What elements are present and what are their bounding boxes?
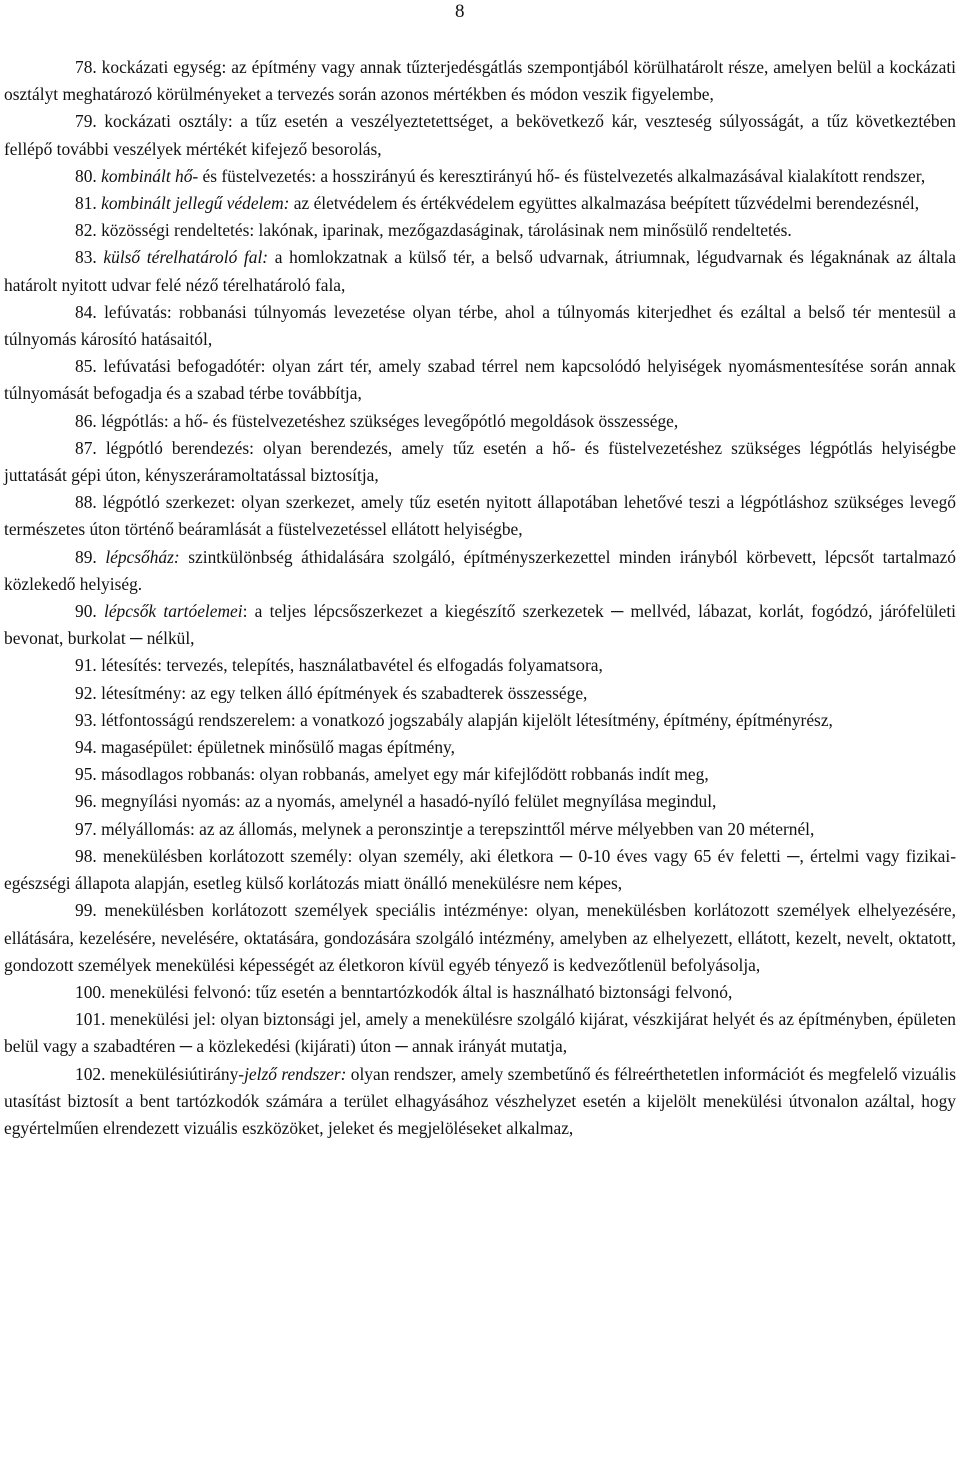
entry-definition: olyan rendszer, amely szembetűnő és félreérthetetlen információt és megfelelő vizuális utasítást biztosít a bent tartózkodók számára a terület elhagyásához vészhelyzet esetén a kijelölt menekülési útvonalon azáltal, hogy egyértelműen elrendezett vizuális eszközöket, jeleket és megjelöléseket alkalmaz,: [4, 1063, 956, 1138]
entry-definition: : a tűz esetén a veszélyeztetettséget, a bekövetkező kár, veszteség súlyosságát, a tűz következtében fellépő további veszélyek mértékét kifejező besorolás,: [4, 111, 956, 159]
entry-term: létesítmény: [101, 682, 182, 703]
entry-definition: és füstelvezetés: a hosszirányú és keresztirányú hő- és füstelvezetés alkalmazásával kialakított rendszer,: [198, 165, 926, 186]
definition-entry: [4, 489, 956, 543]
entry-definition: : olyan berendezés, amely tűz esetén a hő- és füstelvezetéshez szükséges légpótlás helyiségbe juttatását gépi úton, kényszeráramoltatással biztosítja,: [4, 437, 956, 486]
entry-term: közösségi rendeltetés: [101, 220, 250, 241]
entry-term: kombinált hő-: [101, 165, 199, 186]
entry-term: lépcsők tartóelemei: [104, 601, 243, 622]
entry-term: menekülési jel: [109, 1009, 211, 1030]
definition-entry: [4, 54, 956, 108]
entry-definition: : az építmény vagy annak tűzterjedésgátlás szempontjából körülhatárolt része, amelyen belül a kockázati osztályt meghatározó körülményeket a tervezés során azonos mértékben és módon veszik figyelembe,: [4, 57, 957, 105]
definition-entry: [4, 788, 956, 815]
definition-entry: [4, 979, 956, 1006]
entry-definition: : az a nyomás, amelynél a hasadó-nyíló felület megnyílása megindul,: [235, 791, 717, 812]
entry-term: menekülésben korlátozott személyek speciális intézménye: [104, 900, 524, 921]
entry-number: 83.: [75, 247, 97, 268]
definition-entry: [4, 353, 956, 407]
entry-definition: : olyan robbanás, amelyet egy már kifejlődött robbanás indít meg,: [250, 764, 709, 785]
definition-entry: [4, 598, 956, 652]
definition-entry: [4, 435, 956, 489]
entry-definition: : robbanási túlnyomás levezetése olyan térbe, ahol a túlnyomás kiterjedhet és ezáltal a belső tér mentesül a túlnyomás károsító hatásaitól,: [4, 301, 956, 350]
definition-entry: [4, 843, 956, 897]
definition-entry: [4, 652, 956, 679]
entry-number: 94.: [75, 737, 97, 758]
entry-definition: : az egy telken álló építmények és szabadterek összessége,: [181, 682, 588, 703]
entry-term: külső térelhatároló fal:: [103, 247, 269, 268]
definition-entry: [4, 299, 956, 353]
entry-number: 98.: [75, 845, 97, 866]
entry-definition: : olyan szerkezet, amely tűz esetén nyitott állapotában lehetővé teszi a légpótláshoz szükséges levegő természetes úton történő beáramlását a füstelvezetéssel ellátott helyiségbe,: [4, 492, 957, 540]
entry-definition: : olyan biztonsági jel, amely a menekülésre szolgáló kijárat, vészkijárat helyét és az építményben, épületen belül vagy a szabadtéren ─ a közlekedési (kijárati) úton ─ annak irányát mutatja,: [4, 1009, 956, 1057]
entry-number: 100.: [75, 981, 106, 1002]
entry-number: 86.: [75, 410, 97, 431]
entry-number: 85.: [75, 356, 97, 377]
entry-number: 79.: [75, 111, 97, 132]
entry-number: 81.: [75, 193, 97, 214]
definition-entry: [4, 816, 956, 843]
entry-term: menekülési felvonó: [109, 981, 247, 1002]
definition-entry: [4, 408, 956, 435]
entry-term: létesítés: [101, 655, 158, 676]
entry-definition: : a vonatkozó jogszabály alapján kijelölt létesítmény, építmény, építményrész,: [290, 709, 833, 730]
entry-definition: : az az állomás, melynek a peronszintje a terepszinttől mérve mélyebben van 20 méternél,: [189, 818, 815, 839]
definition-entry: [4, 244, 956, 298]
definition-entry: [4, 1061, 956, 1143]
entry-number: 82.: [75, 220, 97, 241]
definition-entry: [4, 897, 956, 979]
definitions-list: [4, 54, 956, 1142]
definition-entry: [4, 163, 956, 190]
entry-definition: : olyan személy, aki életkora ─ 0-10 éves vagy 65 év feletti ─, értelmi vagy fizikai-egészségi állapota alapján, esetleg külső korlátozás miatt önálló menekülésre nem képes,: [4, 845, 956, 894]
entry-number: 92.: [75, 682, 97, 703]
entry-number: 88.: [75, 492, 97, 513]
entry-number: 97.: [75, 818, 97, 839]
entry-term: menekülésiútirány-: [109, 1063, 245, 1084]
entry-number: 99.: [75, 900, 97, 921]
definition-entry: [4, 707, 956, 734]
entry-number: 96.: [75, 791, 97, 812]
page-number: 8: [455, 1, 465, 22]
entry-number: 84.: [75, 301, 97, 322]
entry-term: kombinált jellegű védelem:: [101, 193, 290, 214]
entry-term: magasépület: [101, 737, 189, 758]
definition-entry: [4, 190, 956, 217]
entry-term-italic: jelző rendszer:: [244, 1063, 347, 1084]
entry-term: kockázati osztály: [104, 111, 228, 132]
entry-term: mélyállomás: [101, 818, 190, 839]
entry-definition: : olyan, menekülésben korlátozott személyek elhelyezésére, ellátására, kezelésére, nevelésére, oktatására, gondozására szolgáló intézmény, amelyben az elhelyezett, ellátott, kezelt, nevelt, oktatott, gondozott személyek menekülési képességét az életkoron kívül egyéb tényező is kedvezőtlenül befolyásolja,: [4, 900, 956, 975]
entry-term: légpótló szerkezet: [102, 492, 231, 513]
entry-number: 91.: [75, 655, 97, 676]
entry-definition: szintkülönbség áthidalására szolgáló, építményszerkezettel minden irányból körbevett, lépcsőt tartalmazó közlekedő helyiség.: [4, 546, 956, 594]
entry-definition: : tűz esetén a benntartózkodók által is használható biztonsági felvonó,: [246, 981, 733, 1002]
entry-definition: : a teljes lépcsőszerkezet a kiegészítő szerkezetek ─ mellvéd, lábazat, korlát, fogódzó, járófelületi bevonat, burkolat ─ nélkül,: [4, 601, 956, 649]
entry-number: 89.: [75, 546, 97, 567]
entry-definition: a homlokzatnak a külső tér, a belső udvarnak, átriumnak, légudvarnak és légaknának az általa határolt nyitott udvar felé néző térelhatároló fala,: [4, 247, 957, 295]
entry-term: lépcsőház:: [105, 546, 180, 567]
entry-definition: : olyan zárt tér, amely szabad térrel nem kapcsolódó helyiségek nyomásmentesítése során annak túlnyomását befogadja és a szabad térbe továbbítja,: [4, 356, 956, 404]
definition-entry: [4, 1006, 956, 1060]
entry-definition: az életvédelem és értékvédelem együttes alkalmazása beépített tűzvédelmi berendezésnél,: [289, 193, 920, 214]
entry-term: lefúvatási befogadótér: [103, 356, 261, 377]
definition-entry: [4, 108, 956, 162]
definition-entry: [4, 761, 956, 788]
entry-number: 93.: [75, 709, 97, 730]
entry-term: menekülésben korlátozott személy: [103, 845, 348, 866]
entry-definition: : épületnek minősülő magas építmény,: [188, 737, 455, 758]
entry-term: légpótlás: [101, 410, 164, 431]
entry-definition: : lakónak, iparinak, mezőgazdaságinak, tárolásinak nem minősülő rendeltetés.: [249, 220, 792, 241]
entry-number: 80.: [75, 165, 97, 186]
entry-definition: : tervezés, telepítés, használatbavétel és elfogadás folyamatsora,: [157, 655, 603, 676]
entry-term: légpótló berendezés: [105, 437, 250, 458]
entry-term: létfontosságú rendszerelem: [101, 709, 291, 730]
entry-number: 102.: [75, 1063, 106, 1084]
definition-entry: [4, 217, 956, 244]
entry-term: másodlagos robbanás: [101, 764, 251, 785]
entry-number: 78.: [75, 57, 97, 77]
definition-entry: [4, 680, 956, 707]
definition-entry: [4, 734, 956, 761]
definition-entry: [4, 544, 956, 598]
entry-term: lefúvatás: [104, 301, 167, 322]
entry-term: megnyílási nyomás: [101, 791, 236, 812]
entry-number: 95.: [75, 764, 97, 785]
entry-number: 101.: [75, 1009, 106, 1030]
entry-term: kockázati egység: [101, 57, 222, 77]
entry-definition: : a hő- és füstelvezetéshez szükséges levegőpótló megoldások összessége,: [163, 410, 679, 431]
entry-number: 87.: [75, 437, 97, 458]
entry-number: 90.: [75, 601, 97, 622]
